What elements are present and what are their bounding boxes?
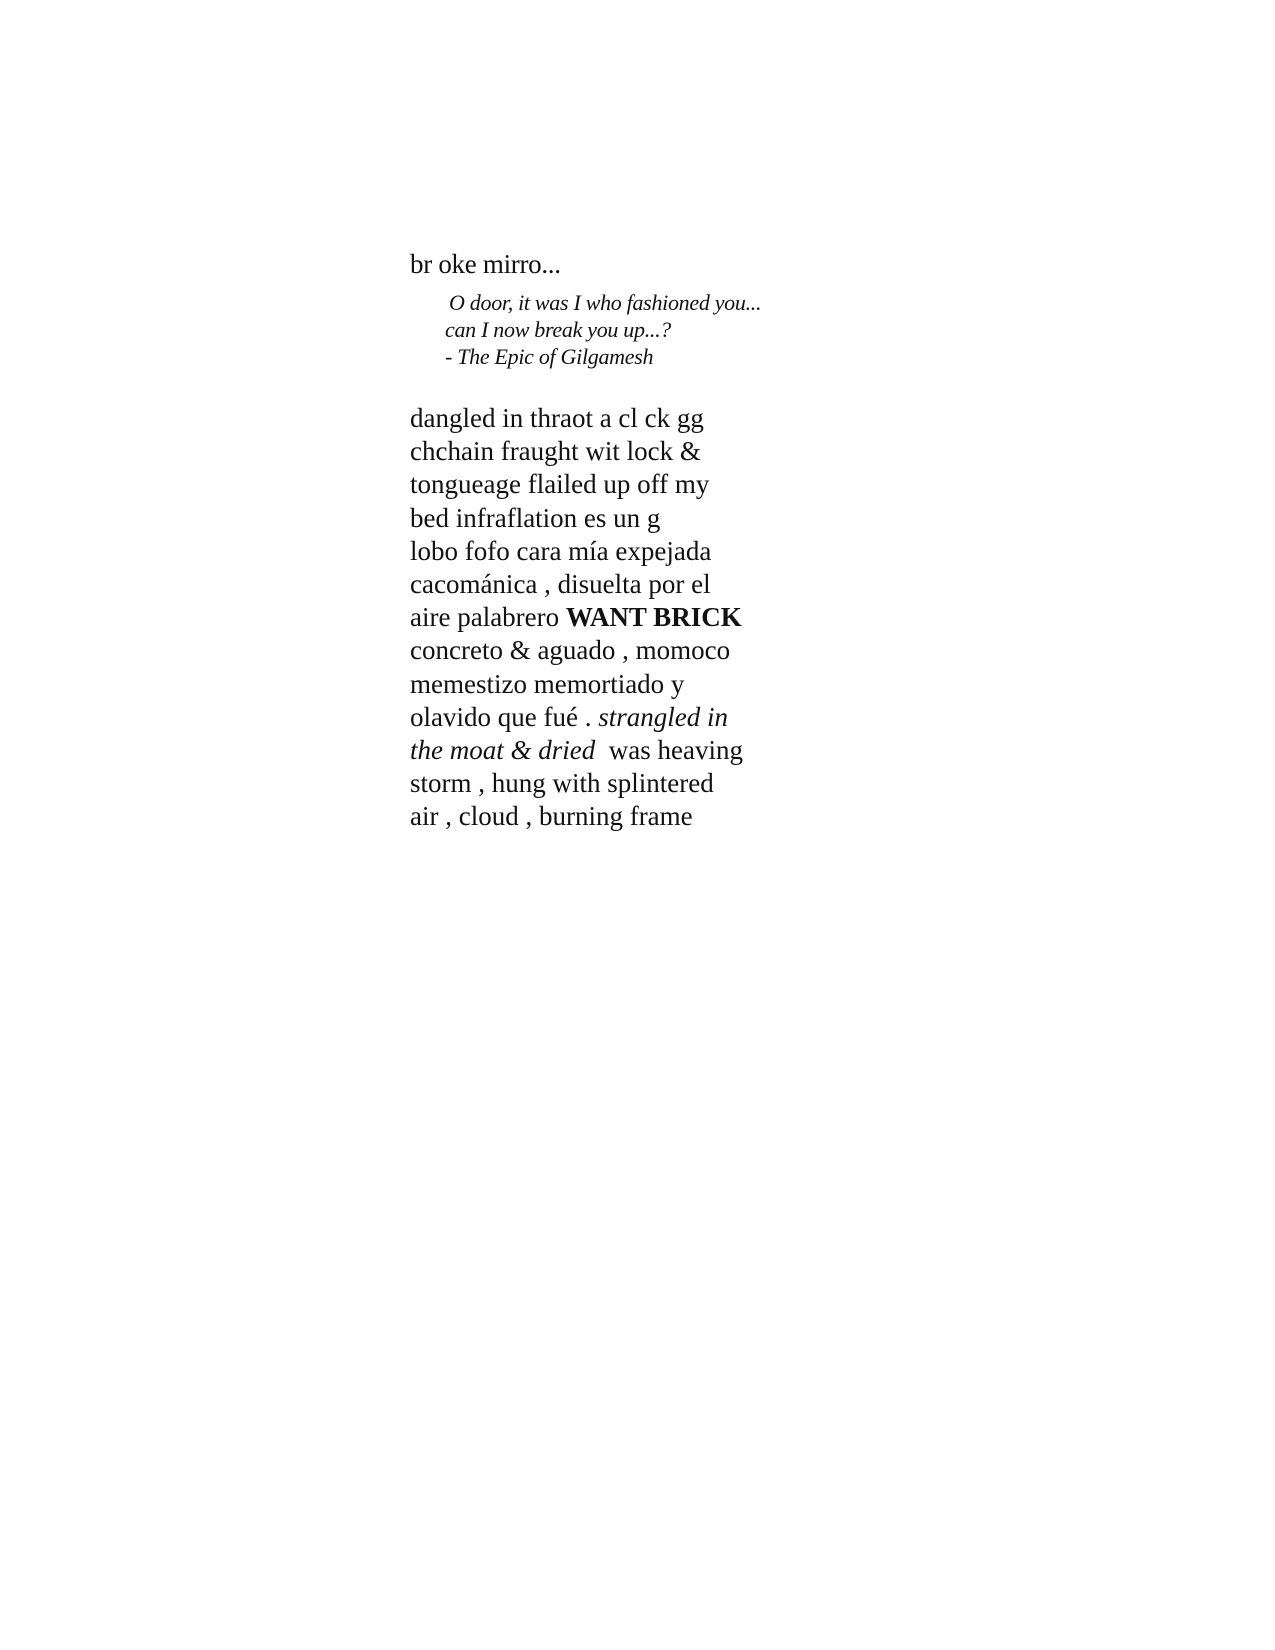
epigraph-line-1: O door, it was I who fashioned you...	[449, 290, 762, 315]
poem-line: memestizo memortiado y	[410, 668, 685, 699]
poem-line: bed infraflation es un g	[410, 502, 661, 533]
poem-line: chchain fraught wit lock &	[410, 436, 701, 467]
poem-emphasis-bold: WANT BRICK	[565, 602, 742, 633]
epigraph-line-2: can I now break you up...?	[445, 317, 672, 342]
poem-line: storm , hung with splintered	[410, 768, 714, 799]
poem-line: cacománica , disuelta por el	[410, 568, 711, 599]
poem-text: aire palabrero	[410, 602, 566, 633]
poem-line: lobo fofo cara mía expejada	[410, 535, 712, 566]
poem-emphasis-italic: strangled in	[598, 701, 728, 732]
poem-line: concreto & aguado , momoco	[410, 635, 731, 666]
poem-body	[410, 402, 743, 833]
poem-line: dangled in thraot a cl ck gg	[410, 403, 704, 433]
poem-line	[410, 701, 743, 734]
poem-line	[410, 734, 743, 767]
poem-emphasis-italic: the moat & dried	[410, 734, 596, 765]
poem-title: br oke mirro...	[410, 249, 561, 279]
epigraph	[445, 289, 761, 370]
epigraph-attribution: - The Epic of Gilgamesh	[445, 344, 654, 369]
poem-line: air , cloud , burning frame	[410, 801, 693, 832]
poem-text: olavido que fué .	[410, 701, 599, 732]
poem-text: was heaving	[595, 734, 743, 765]
poem-line	[410, 601, 743, 634]
poem-line: tongueage flailed up off my	[410, 469, 710, 500]
